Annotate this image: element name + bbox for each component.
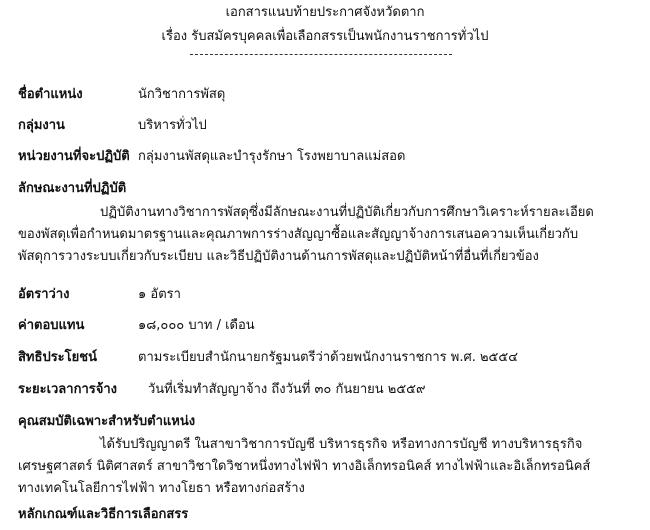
field-value: ๑๘,๐๐๐ บาท / เดือน [138, 318, 255, 333]
field-benefits [18, 347, 519, 369]
field-value: ตามระเบียบสำนักนายกรัฐมนตรีว่าด้วยพนักงานราชการ พ.ศ. ๒๕๕๔ [138, 350, 519, 365]
doc-title-line1: เอกสารแนบท้ายประกาศจังหวัดตาก [225, 5, 425, 20]
field-value: กลุ่มงานพัสดุและบำรุงรักษา โรงพยาบาลแม่สอด [138, 149, 406, 164]
qualifications-heading [18, 411, 195, 433]
paragraph-line: พัสดุการวางระบบเกี่ยวกับระเบียบ และวิธีปฏิบัติงานด้านการพัสดุและปฏิบัติหน้าที่อื่นที่เกี่ยวข้อง [18, 249, 539, 264]
section-heading: หลักเกณฑ์และวิธีการเลือกสรร [18, 507, 189, 522]
doc-title-line2: เรื่อง รับสมัครบุคคลเพื่อเลือกสรรเป็นพนักงานราชการทั่วไป [161, 29, 489, 44]
field-label: สิทธิประโยชน์ [18, 350, 97, 365]
field-position [18, 84, 226, 106]
paragraph-line: ปฏิบัติงานทางวิชาการพัสดุซึ่งมีลักษณะงานที่ปฏิบัติเกี่ยวกับการศึกษาวิเคราะห์รายละเอียด [100, 205, 594, 220]
duties-paragraph [18, 202, 638, 268]
field-workgroup [18, 115, 207, 137]
field-label: ระยะเวลาการจ้าง [18, 382, 117, 397]
field-value: ๑ อัตรา [138, 287, 181, 302]
field-rate [18, 284, 181, 306]
field-label: อัตราว่าง [18, 287, 70, 302]
field-value: วันที่เริ่มทำสัญญาจ้าง ถึงวันที่ ๓๐ กันยายน ๒๕๕๙ [148, 382, 426, 397]
section-heading: คุณสมบัติเฉพาะสำหรับตำแหน่ง [18, 414, 196, 429]
field-period [18, 379, 426, 401]
paragraph-line: ของพัสดุเพื่อกำหนดมาตรฐานและคุณภาพการร่างสัญญาซื้อและสัญญาจ้างการเสนอความเห็นเกี่ยวกับ [18, 227, 579, 242]
field-value: นักวิชาการพัสดุ [138, 87, 226, 102]
field-label: ชื่อตำแหน่ง [18, 87, 83, 102]
field-label: กลุ่มงาน [18, 118, 65, 133]
field-unit [18, 146, 406, 168]
field-label: ค่าตอบแทน [18, 318, 85, 333]
paragraph-line: เศรษฐศาสตร์ นิติศาสตร์ สาขาวิชาใดวิชาหนึ่งทางไฟฟ้า ทางอิเล็กทรอนิคส์ ทางไฟฟ้าและอิเล็กทรอนิคส์ [18, 459, 591, 474]
paragraph-line: ได้รับปริญญาตรี ในสาขาวิชาการบัญชี บริหารธุรกิจ หรือทางการบัญชี ทางบริหารธุรกิจ [100, 437, 583, 452]
paragraph-line: ทางเทคโนโลยีการไฟฟ้า ทางโยธา หรือทางก่อสร้าง [18, 481, 305, 496]
qualifications-paragraph [18, 434, 638, 500]
criteria-heading [18, 504, 188, 526]
section-heading: ลักษณะงานที่ปฏิบัติ [18, 181, 127, 196]
field-label: หน่วยงานที่จะปฏิบัติ [18, 149, 130, 164]
duties-heading [18, 178, 126, 200]
separator-line [190, 54, 452, 55]
field-salary [18, 315, 255, 337]
field-value: บริหารทั่วไป [138, 118, 207, 133]
